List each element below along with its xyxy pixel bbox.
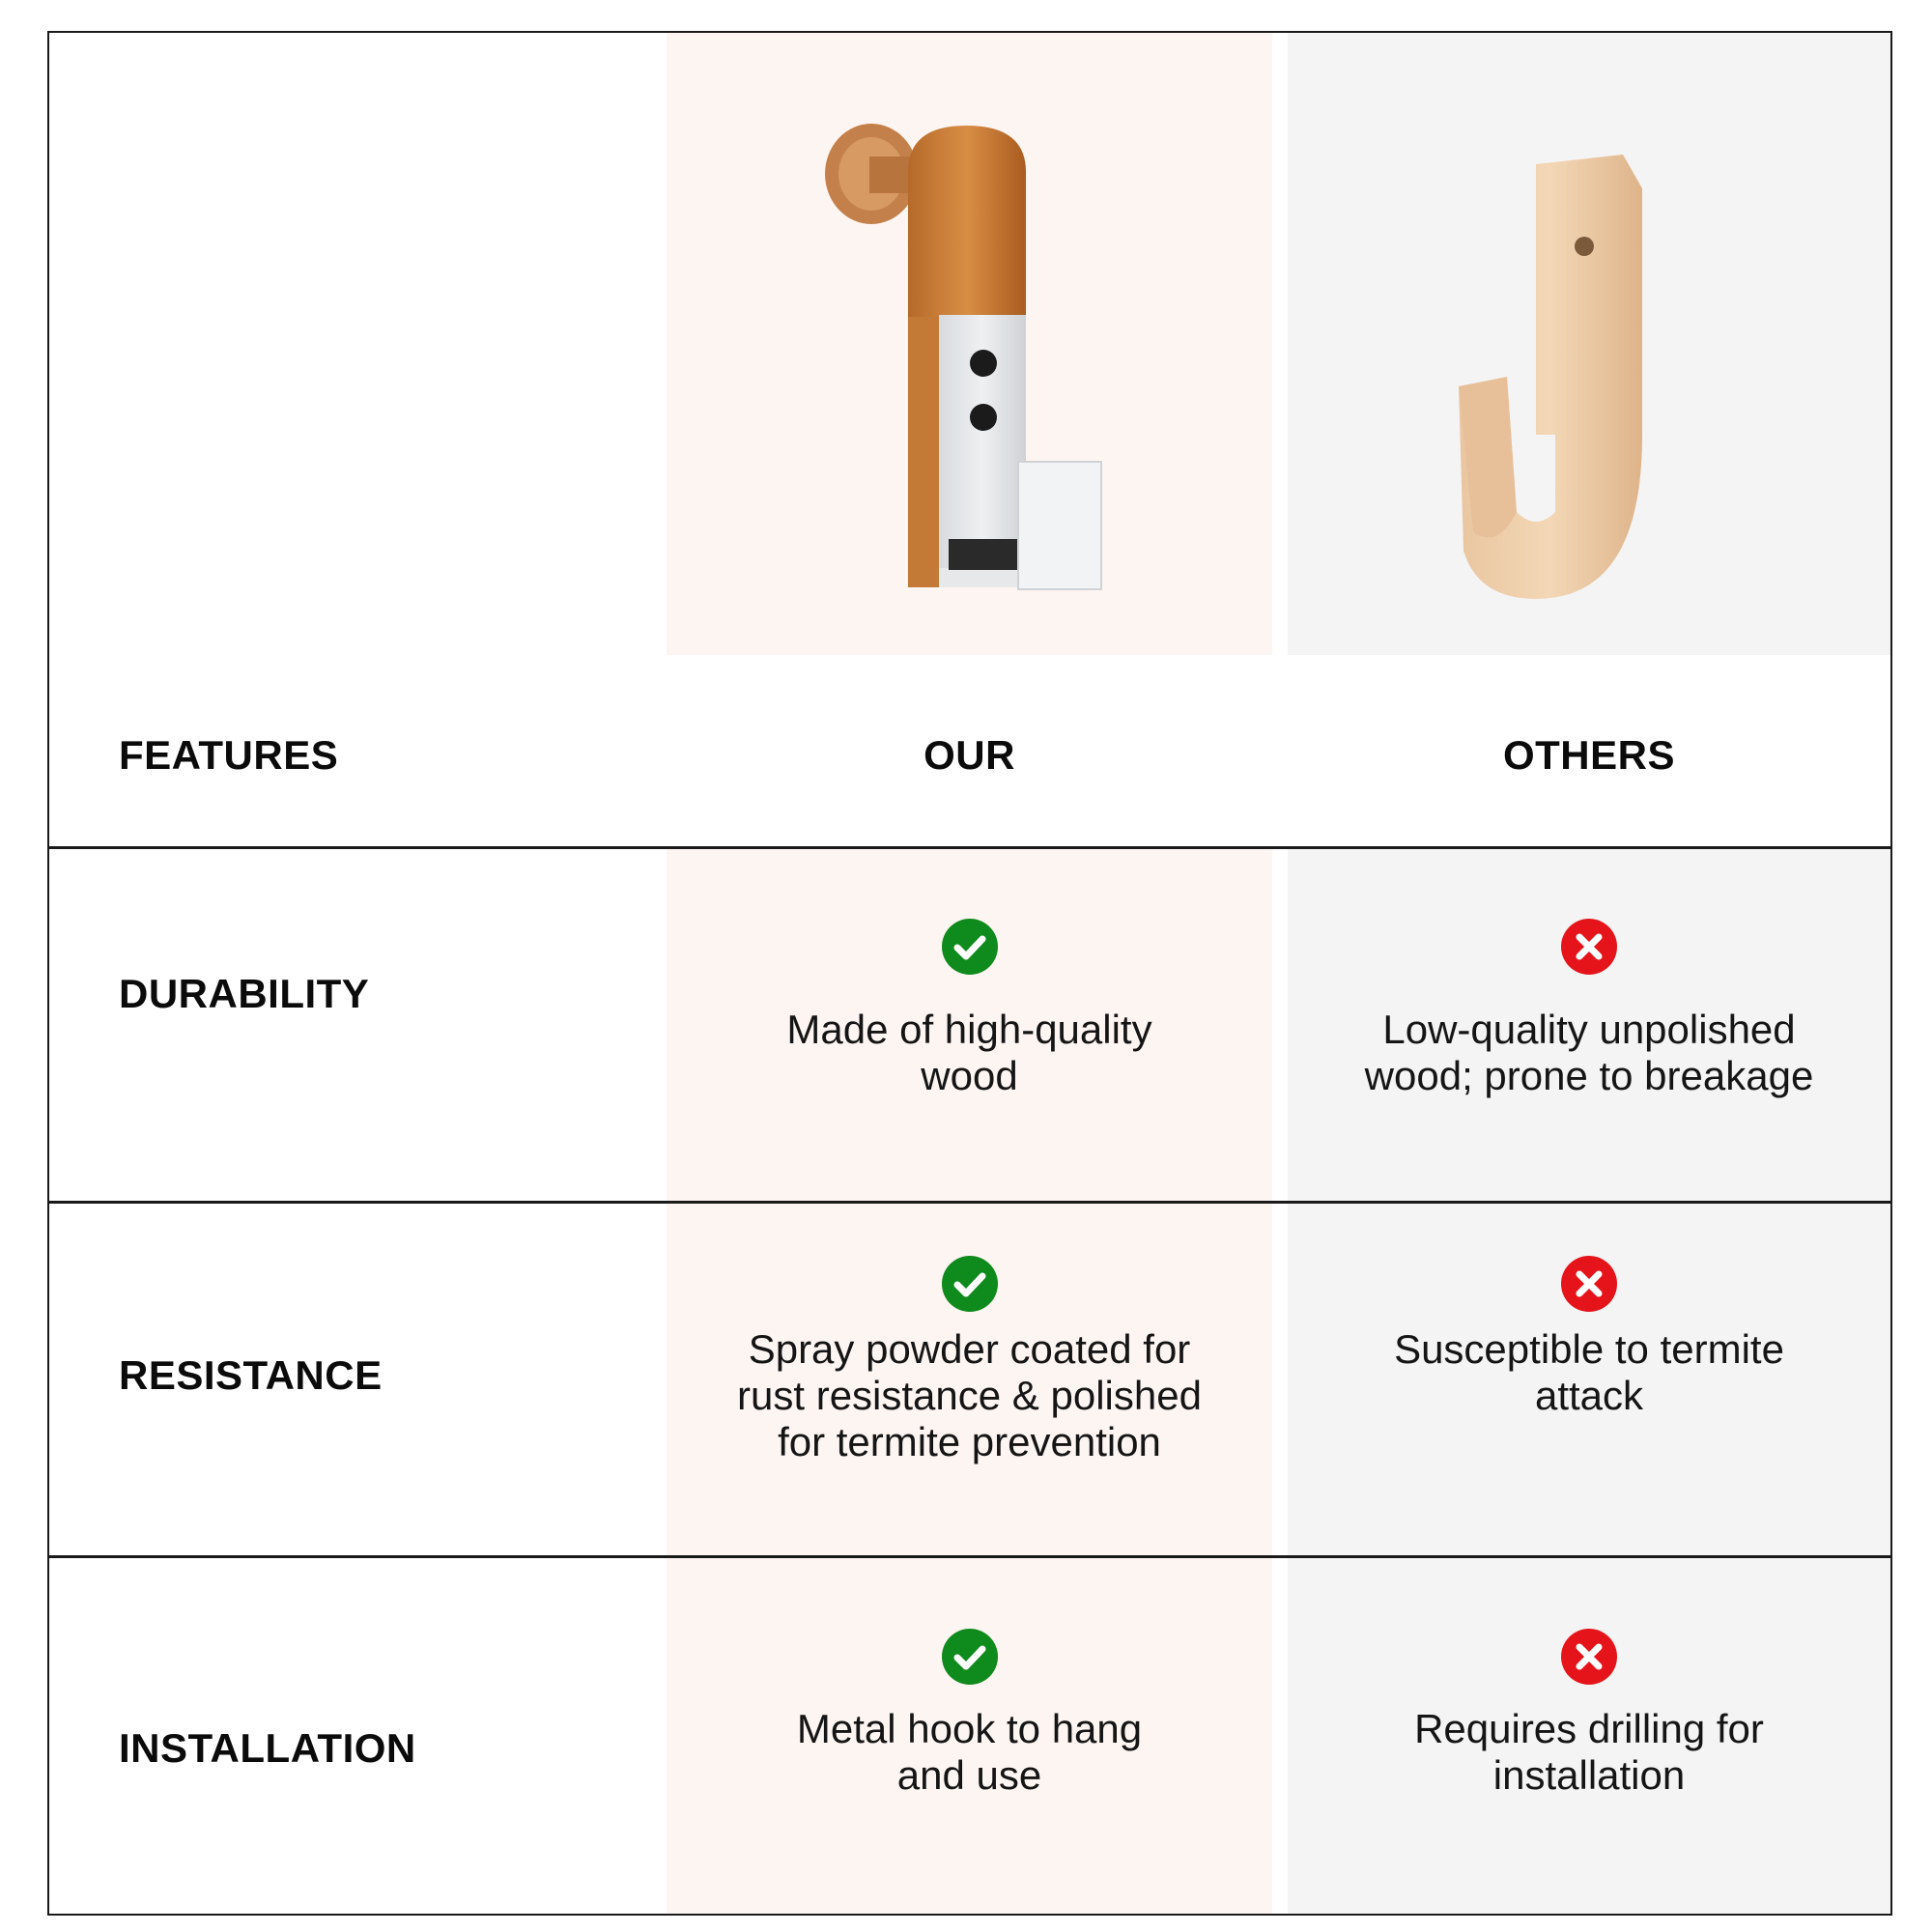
row-divider [47,846,1892,849]
row-divider [47,1201,1892,1204]
others-product-image [1420,145,1710,609]
cell-line: Metal hook to hang [796,1706,1143,1751]
cross-circle-icon [1561,1256,1617,1312]
feature-durability: DURABILITY [119,971,370,1016]
cell-line: for termite prevention [778,1419,1161,1464]
cell-line: Spray powder coated for [748,1326,1191,1372]
feature-installation: INSTALLATION [119,1725,416,1771]
others-durability-text [1288,1007,1890,1099]
our-product-image [811,114,1130,607]
cross-circle-icon [1561,919,1617,975]
features-header: FEATURES [119,732,339,778]
our-resistance-text [667,1326,1272,1465]
check-circle-icon [942,1256,998,1312]
cell-line: installation [1492,1752,1686,1798]
check-circle-icon [942,919,998,975]
cell-line: Low-quality unpolished [1382,1007,1796,1052]
cell-line: Made of high-quality [786,1007,1152,1052]
row-divider [47,1555,1892,1558]
cell-line: and use [896,1752,1042,1798]
cell-line: wood [921,1053,1018,1098]
cell-line: Susceptible to termite [1394,1326,1784,1372]
cell-line: rust resistance & polished [737,1373,1202,1418]
others-header: OTHERS [1502,732,1675,778]
check-circle-icon [942,1629,998,1685]
our-installation-text [667,1706,1272,1799]
our-durability-text [667,1007,1272,1099]
cell-line: attack [1534,1373,1644,1418]
cell-line: Requires drilling for [1414,1706,1764,1751]
our-header: OUR [923,732,1015,778]
others-installation-text [1288,1706,1890,1799]
feature-resistance: RESISTANCE [119,1352,383,1398]
cell-line: wood; prone to breakage [1364,1053,1814,1098]
cross-circle-icon [1561,1629,1617,1685]
others-resistance-text [1288,1326,1890,1419]
